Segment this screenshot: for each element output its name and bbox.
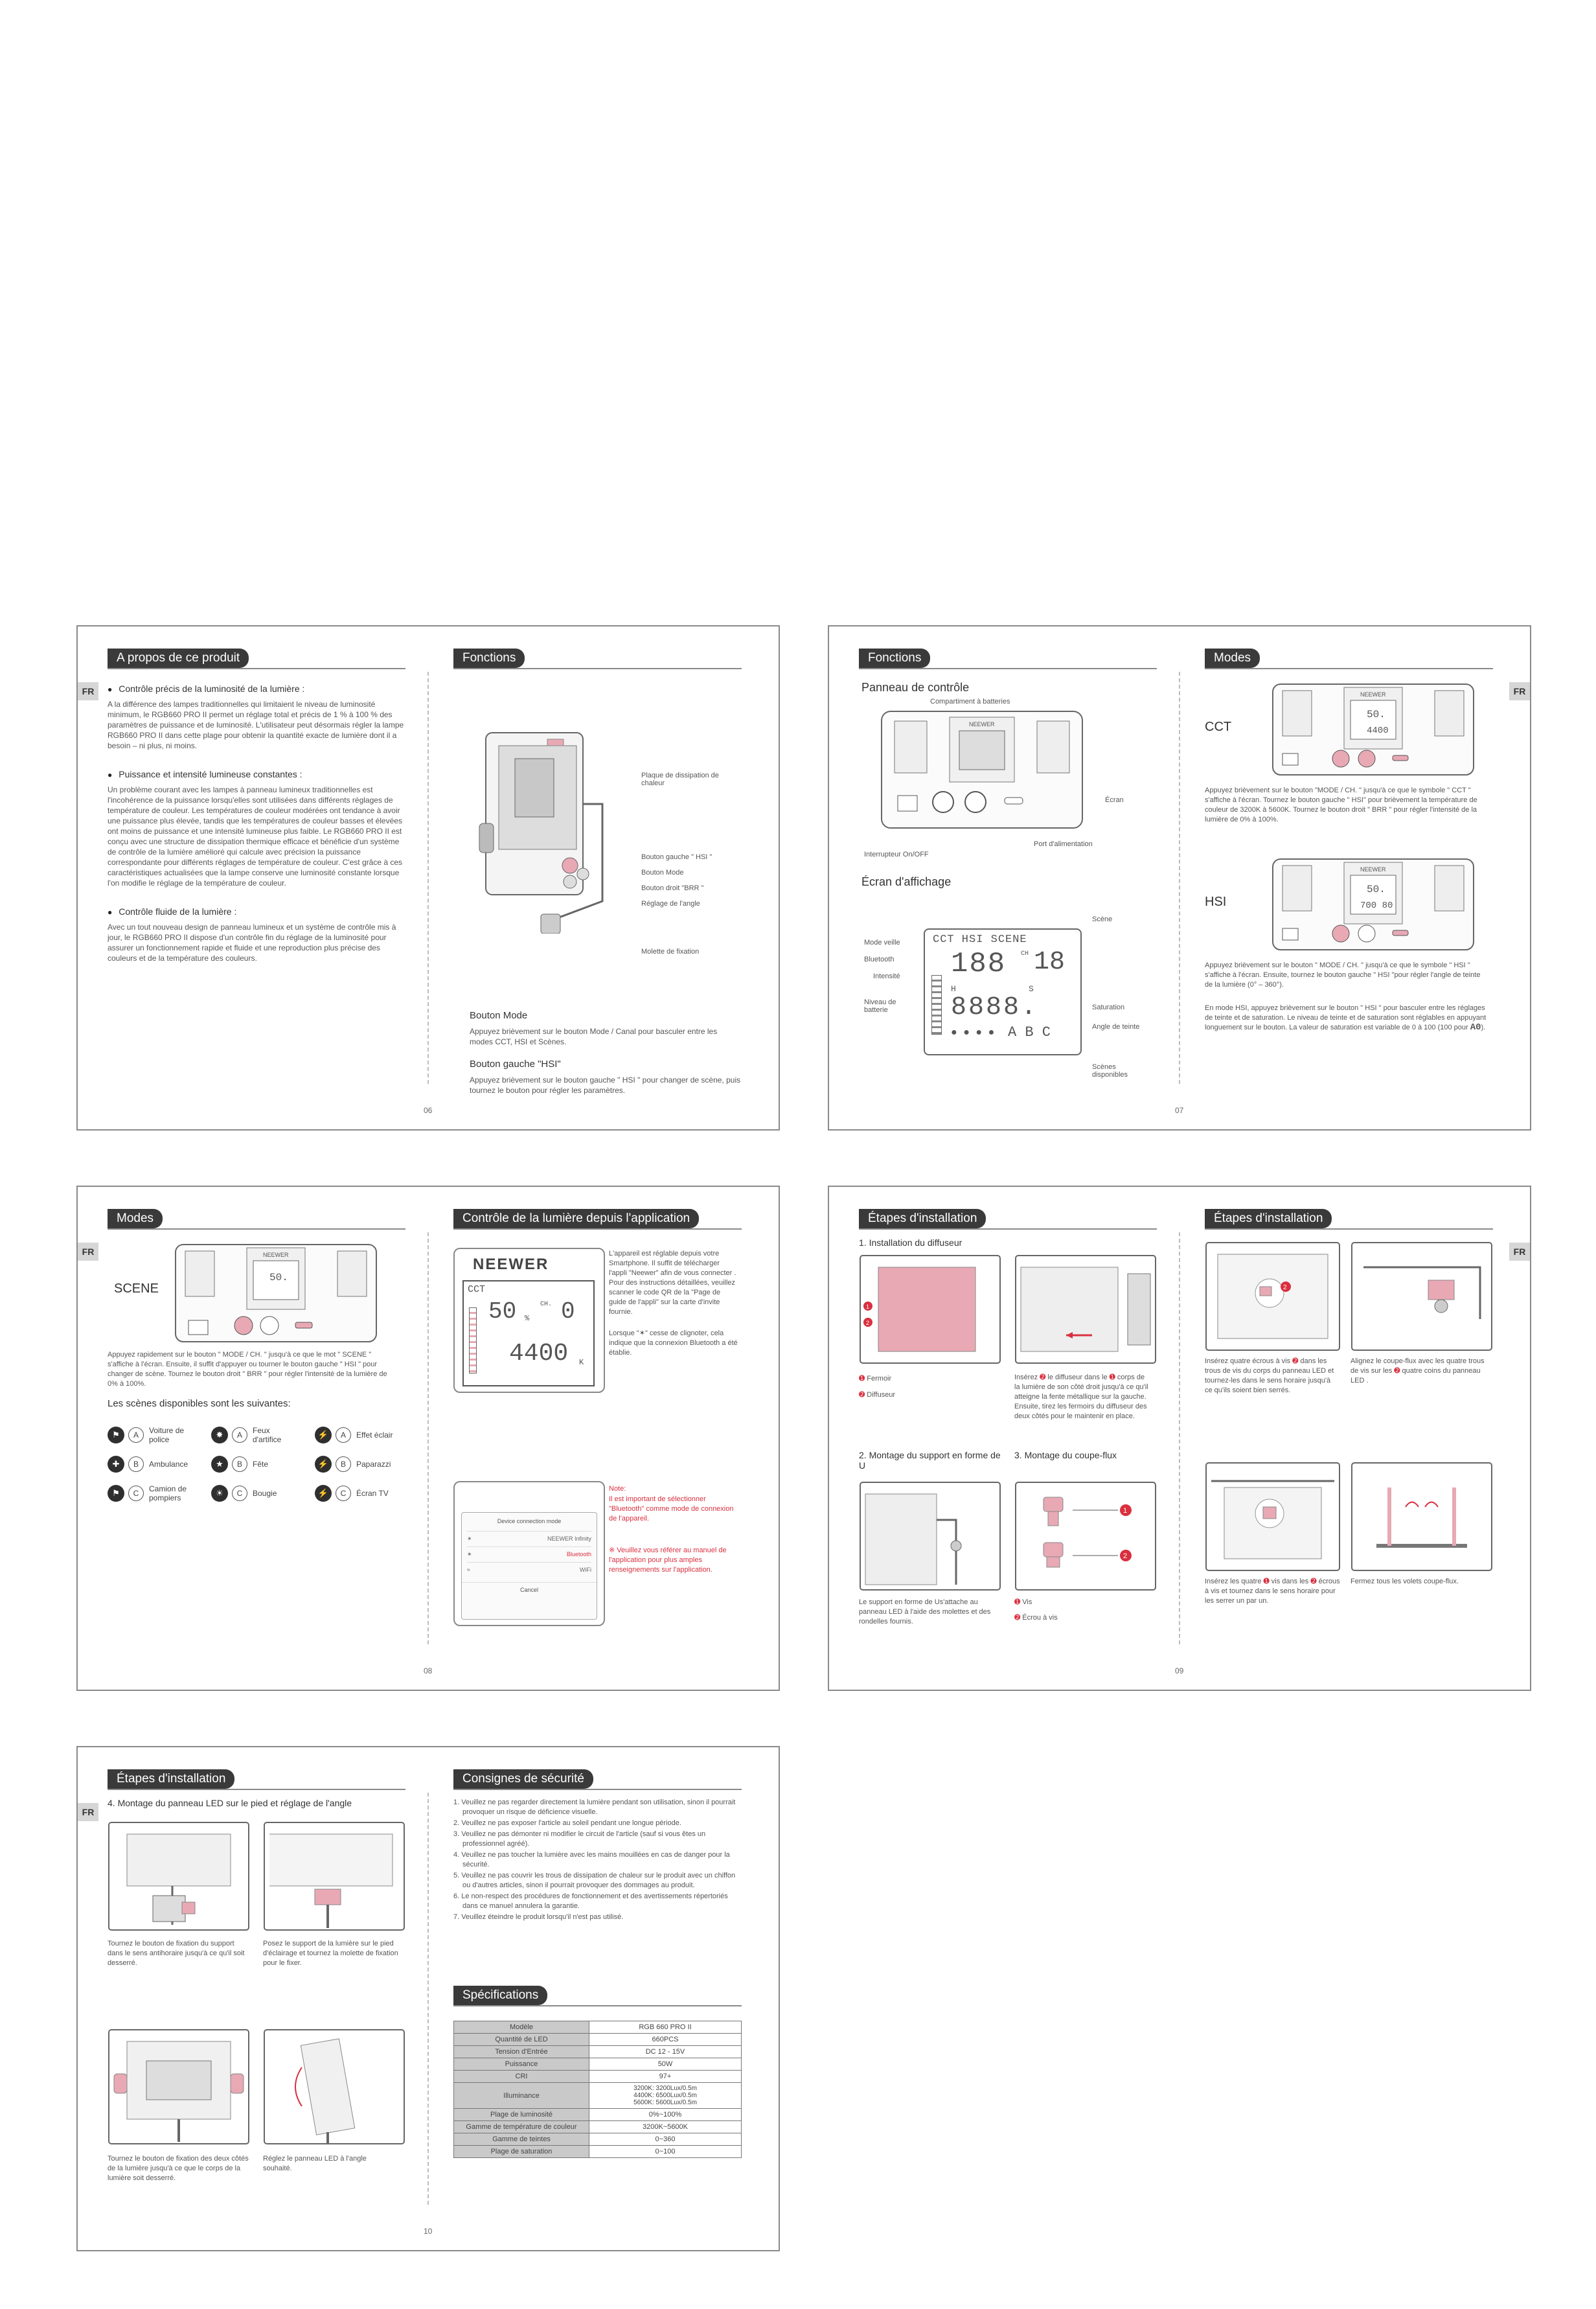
lcd-h-label: H <box>951 984 956 994</box>
callout-label: Interrupteur On/OFF <box>864 851 929 858</box>
callout-label: Intensité <box>873 972 900 980</box>
bluetooth-icon: ✶ <box>467 1551 472 1557</box>
callout-label: Bouton Mode <box>641 869 684 877</box>
app-cct-value: 4400 <box>509 1340 569 1368</box>
callout-label: Bouton droit "BRR " <box>641 884 704 892</box>
police-car-icon: ⚑ <box>108 1427 124 1443</box>
phone-dialog-illustration <box>453 1481 605 1626</box>
dialog-row <box>467 1546 591 1558</box>
scene-letter: C <box>336 1486 351 1501</box>
section-rule <box>1205 668 1493 669</box>
language-tab: FR <box>78 1243 98 1261</box>
scene-letter: C <box>128 1486 144 1501</box>
app-description: L'appareil est réglable depuis votre Smartphone. Il suffit de télécharger l'appli "Neewer" afin de vous connecter . Pour des instructions détaillées, veuillez scanner le code QR de la "Page de guide de l'appli" sur la carte d'invite fournie. <box>609 1250 736 1316</box>
step-text: Alignez le coupe-flux avec les quatre trous de vis sur les <box>1351 1357 1485 1375</box>
u-bracket-illustration <box>859 1481 1001 1591</box>
spec-value: 0~360 <box>589 2133 742 2146</box>
safety-item: 5. Veuillez ne pas couvrir les trous de dissipation de chaleur sur le produit avec un chiffon ou d'autres articles, sinon il pourrait provoquer des dommages au produit. <box>453 1872 736 1889</box>
section-title: ● Contrôle fluide de la lumière : <box>108 906 405 917</box>
screw-tighten-illustration <box>1205 1462 1341 1572</box>
lcd-abc-letters: A B C <box>1008 1024 1051 1040</box>
scene-letter: A <box>128 1427 144 1443</box>
mount-caption: Posez le support de la lumière sur le pied d'éclairage et tournez la molette de fixation pour le fixer. <box>263 1940 398 1967</box>
legend-item: ➊ Fermoir <box>859 1375 892 1383</box>
mount-caption: Réglez le panneau LED à l'angle souhaité. <box>263 2155 367 2172</box>
callout-label: Scène <box>1092 915 1113 923</box>
hsi-description-text: En mode HSI, appuyez brièvement sur le bouton " HSI " pour basculer entre les réglages de teinte et de saturation. Le niveau de teinte et de saturation sont réglables en appuyant longuement sur le bouton. La valeur de saturation est variable de 0 à 100 (100 pour <box>1205 1004 1487 1031</box>
mode-label-cct: CCT <box>1205 720 1232 734</box>
step-r4-body: Fermez tous les volets coupe-flux. <box>1351 1578 1459 1585</box>
section-rule <box>453 668 742 669</box>
step-text: quatre coins du panneau LED . <box>1351 1367 1481 1384</box>
section-pill-modes: Modes <box>1205 649 1260 668</box>
dialog-option[interactable]: NEEWER Infinity <box>547 1535 591 1542</box>
bluetooth-status-pre: Lorsque " <box>609 1329 639 1337</box>
modes-column <box>1205 649 1503 1102</box>
scene-letter: C <box>232 1486 247 1501</box>
table-row <box>454 2083 742 2109</box>
section-title: ● Contrôle précis de la luminosité de la lumière : <box>108 684 405 694</box>
app-screen-illustration <box>453 1248 605 1393</box>
scene-item <box>315 1456 405 1473</box>
section-pill-installation: Étapes d'installation <box>108 1769 234 1789</box>
bluetooth-status-post: " cesse de clignoter, cela indique que la connexion Bluetooth a été établie. <box>609 1329 738 1357</box>
section-rule <box>859 1228 1157 1230</box>
installation-column-2 <box>1205 1209 1503 1662</box>
diffuser-panel-illustration <box>859 1254 1001 1364</box>
brand-text: NEEWER <box>969 721 995 728</box>
table-row <box>454 2046 742 2058</box>
fire-truck-icon: ⚑ <box>108 1485 124 1502</box>
spec-key: Plage de luminosité <box>454 2109 589 2121</box>
app-control-column <box>453 1209 751 1662</box>
section-pill-app: Contrôle de la lumière depuis l'application <box>453 1209 699 1228</box>
section-pill-installation: Étapes d'installation <box>1205 1209 1332 1228</box>
app-intensity-unit: % <box>525 1314 530 1323</box>
step1-text: le diffuseur dans le <box>1047 1373 1108 1381</box>
brand-text: NEEWER <box>1360 691 1386 698</box>
safety-list <box>453 1798 742 1924</box>
section-rule <box>108 668 405 669</box>
spec-value: 97+ <box>589 2071 742 2083</box>
legend-label: Vis <box>1022 1598 1032 1606</box>
scene-name: Effet éclair <box>356 1430 393 1440</box>
step-text: écrous à vis et tournez dans le sens horaire pour les serrer un par un. <box>1205 1578 1340 1605</box>
callout-label: Réglage de l'angle <box>641 900 700 908</box>
scenes-grid <box>108 1426 405 1511</box>
legend-label: Écrou à vis <box>1022 1614 1058 1622</box>
legend-item: ➋ Diffuseur <box>859 1391 896 1399</box>
step1-title: 1. Installation du diffuseur <box>859 1237 963 1248</box>
wifi-icon: ≈ <box>467 1567 470 1573</box>
table-row <box>454 2058 742 2071</box>
callout-label: Port d'alimentation <box>1034 840 1093 848</box>
spec-value: 660PCS <box>589 2034 742 2046</box>
callout-label: Plaque de dissipation de chaleur <box>641 772 719 787</box>
dialog-row <box>467 1531 591 1543</box>
loosen-knob-illustration <box>108 1821 250 1931</box>
lcd-battery-bar <box>931 975 942 1035</box>
section-pill-functions: Fonctions <box>453 649 525 668</box>
scene-mode-column <box>108 1209 405 1662</box>
app-lcd <box>462 1280 595 1386</box>
section-rule <box>859 668 1157 669</box>
scene-item <box>315 1426 405 1444</box>
language-tab: FR <box>1509 682 1530 700</box>
mode-label-hsi: HSI <box>1205 895 1227 909</box>
mode-button-body: Appuyez brièvement sur le bouton Mode / Canal pour basculer entre les modes CCT, HSI et Scènes. <box>470 1027 718 1046</box>
spec-key: CRI <box>454 2071 589 2083</box>
step2-body: Le support en forme de Us'attache au panneau LED à l'aide des molettes et des rondelles fournis. <box>859 1598 991 1625</box>
step-text: Insérez les quatre <box>1205 1578 1262 1585</box>
table-row <box>454 2034 742 2046</box>
mount-caption: Tournez le bouton de fixation des deux côtés de la lumière jusqu'à ce que le corps de la lumière soit desserré. <box>108 2155 249 2182</box>
legend-label: Fermoir <box>867 1375 892 1383</box>
hsi-button-title: Bouton gauche "HSI" <box>470 1059 561 1070</box>
callout-label: Niveau de batterie <box>864 998 896 1014</box>
scene-letter: A <box>336 1427 351 1443</box>
scene-item <box>211 1456 315 1473</box>
svg-text:2: 2 <box>1283 1284 1287 1291</box>
page-08 <box>76 1186 780 1691</box>
scene-name: Paparazzi <box>356 1460 391 1469</box>
app-ch-label: CH. <box>540 1301 553 1308</box>
page-07 <box>828 625 1531 1131</box>
section-pill-specs: Spécifications <box>453 1986 547 2005</box>
section-pill-about: A propos de ce produit <box>108 649 249 668</box>
language-tab: FR <box>78 1803 98 1821</box>
hsi-panel-illustration <box>1270 856 1477 953</box>
section-pill-installation: Étapes d'installation <box>859 1209 986 1228</box>
callout-label: Mode veille <box>864 939 900 947</box>
step-text: dans les trous de vis du corps du panneau LED et tournez-les dans le sens horaire jusqu'à ce qu'ils soient bien serrés. <box>1205 1357 1334 1394</box>
table-row <box>454 2133 742 2146</box>
scene-name: Ambulance <box>149 1460 188 1469</box>
spec-key: Quantité de LED <box>454 2034 589 2046</box>
about-column <box>108 649 405 972</box>
hsi-button-body: Appuyez brièvement sur le bouton gauche " HSI " pour changer de scène, puis tournez le bouton pour régler les paramètres. <box>470 1075 741 1095</box>
section-title: ● Puissance et intensité lumineuse constantes : <box>108 769 405 779</box>
scene-letter: A <box>232 1427 247 1443</box>
table-row <box>454 2109 742 2121</box>
scene-item <box>108 1484 211 1502</box>
lcd-scene-icons: ● ● ● ● <box>951 1027 995 1039</box>
lcd-ch-digits: 18 <box>1034 948 1066 977</box>
mount-stand-illustration <box>263 1821 405 1931</box>
spec-value: 0~100 <box>589 2146 742 2158</box>
section-body: Un problème courant avec les lampes à panneau lumineux traditionnelles est l'incohérence de la puissance lorsqu'elles sont utilisées dans différents réglages de température de couleur. Les températures de couleur modérées ont tendance à avoir une puissance plus élevée, tandis que les températures de couleur basses et élevées ont moins de puissance et une intensité lumineuse plus faible. Le RGB660 PRO II est conçu avec une structure de dissipation thermique efficace et bénéficie d'un système de contrôle de la lumière amélioré qui calcule avec précision la puissance correspondante pour différents réglages de température de couleur. C'est grâce à ces caractéristiques actualisées que la lampe conserve une luminosité constante lorsque l'on modifie le réglage de la température de couleur. <box>108 785 403 888</box>
screw-nut-illustration <box>1014 1481 1157 1591</box>
adjust-angle-illustration <box>263 2028 405 2145</box>
scene-letter: B <box>232 1456 247 1472</box>
light-panel-side-illustration <box>473 726 628 934</box>
spec-key: Plage de saturation <box>454 2146 589 2158</box>
callout-label: Saturation <box>1092 1004 1125 1011</box>
language-tab: FR <box>78 682 98 700</box>
lcd-screen <box>924 928 1082 1055</box>
page-09 <box>828 1186 1531 1691</box>
scene-panel-illustration <box>172 1241 380 1345</box>
bluetooth-icon: ✶ <box>639 1329 645 1337</box>
party-icon: ★ <box>211 1456 228 1473</box>
page-number: 07 <box>1175 1106 1184 1115</box>
hsi-description: Appuyez brièvement sur le bouton " MODE / CH. " jusqu'à ce que le symbole " HSI " s'affiche à l'écran. Ensuite, tournez le bouton gauche " HSI "pour régler l'angle de teinte de la lumière (0° – 360°). <box>1205 961 1481 989</box>
app-ch-value: 0 <box>561 1298 575 1325</box>
callout-label: Molette de fixation <box>641 948 700 956</box>
section-pill-safety: Consignes de sécurité <box>453 1769 593 1789</box>
spec-key: Puissance <box>454 2058 589 2071</box>
section-rule <box>453 2005 742 2006</box>
mode-button-title: Bouton Mode <box>470 1010 528 1021</box>
mode-label-scene: SCENE <box>114 1281 159 1296</box>
step-r2-body: Alignez le coupe-flux avec les quatre trous de vis sur les ➋ quatre coins du panneau LED . <box>1351 1357 1485 1384</box>
control-panel-title: Panneau de contrôle <box>861 681 970 694</box>
dialog-option[interactable]: Bluetooth <box>566 1551 591 1557</box>
table-row <box>454 2071 742 2083</box>
step3-title: 3. Montage du coupe-flux <box>1014 1450 1117 1460</box>
page-number: 06 <box>424 1106 433 1115</box>
paparazzi-icon: ⚡ <box>315 1456 332 1473</box>
lcd-mode-labels: CCT HSI SCENE <box>933 934 1027 946</box>
cct-description: Appuyez brièvement sur le bouton "MODE / CH. " jusqu'à ce que le symbole " CCT " s'affiche à l'écran. Tournez le bouton gauche " HSI" pour brièvement la température de couleur de 3200K à 5600K. Tournez le bouton droit " BRR " pour régler l'intensité de la lumière de 0% à 100%. <box>1205 787 1477 823</box>
installation-column <box>859 1209 1157 1662</box>
candle-icon: ☀ <box>211 1485 228 1502</box>
step-r3-body: Insérez les quatre ➊ vis dans les ➋ écrous à vis et tournez dans le sens horaire pour les serrer un par un. <box>1205 1578 1340 1605</box>
barndoor-close-illustration <box>1351 1462 1493 1572</box>
lcd-ch-label: CH <box>1021 950 1029 958</box>
note-title: Note: <box>609 1485 626 1493</box>
safety-item: 3. Veuillez ne pas démonter ni modifier le circuit de l'article (sauf si vous êtes un professionnel agréé). <box>453 1830 706 1848</box>
language-tab: FR <box>1509 1243 1530 1261</box>
callout-label: Bluetooth <box>864 956 895 963</box>
svg-text:2: 2 <box>1123 1552 1128 1560</box>
fireworks-icon: ✸ <box>211 1427 228 1443</box>
scene-item <box>315 1484 405 1502</box>
section-pill-functions: Fonctions <box>859 649 930 668</box>
spec-value: RGB 660 PRO II <box>589 2021 742 2034</box>
callout-label: Bouton gauche " HSI " <box>641 853 712 861</box>
section-rule <box>453 1228 742 1230</box>
callout-label: Compartiment à batteries <box>930 698 1010 706</box>
scene-name: Fête <box>253 1460 269 1469</box>
table-row <box>454 2021 742 2034</box>
section-rule <box>108 1228 405 1230</box>
safety-item: 2. Veuillez ne pas exposer l'article au soleil pendant une longue période. <box>453 1819 681 1827</box>
mini-lcd-value: 50. <box>269 1272 288 1283</box>
spec-key: Illuminance <box>454 2083 589 2109</box>
spec-value: DC 12 - 15V <box>589 2046 742 2058</box>
step1-text: Insérez <box>1014 1373 1038 1381</box>
step1-text: corps de la lumière de son côté droit jusqu'à ce qu'il atteigne la fente métallique sur la gauche. Ensuite, tirez les fermoirs du diffuseur des deux côtés pour le maintenir en place. <box>1014 1373 1148 1420</box>
note-body: Il est important de sélectionner "Bluetooth" comme mode de connexion de l'appareil. <box>609 1495 734 1522</box>
scene-item <box>108 1426 211 1444</box>
section-rule <box>1205 1228 1493 1230</box>
mini-lcd-value: 50. <box>1367 709 1385 720</box>
brand-text: NEEWER <box>263 1252 289 1258</box>
bluetooth-icon: ✶ <box>467 1535 472 1542</box>
spec-value: 3200K~5600K <box>589 2121 742 2133</box>
section-rule <box>453 1789 742 1790</box>
control-panel-illustration <box>878 708 1086 831</box>
barndoor-align-illustration <box>1351 1241 1493 1351</box>
svg-text:1: 1 <box>1123 1507 1128 1515</box>
svg-text:2: 2 <box>866 1320 870 1326</box>
spec-key: Gamme de température de couleur <box>454 2121 589 2133</box>
scenes-title: Les scènes disponibles sont les suivantes: <box>108 1398 291 1409</box>
nut-insert-illustration <box>1205 1241 1341 1351</box>
app-mode-label: CCT <box>468 1284 486 1295</box>
section-rule <box>108 1789 405 1790</box>
spec-key: Tension d'Entrée <box>454 2046 589 2058</box>
step4-title: 4. Montage du panneau LED sur le pied et réglage de l'angle <box>108 1798 352 1808</box>
dialog-cancel[interactable]: Cancel <box>462 1582 597 1593</box>
brand-text: NEEWER <box>1360 866 1386 873</box>
mini-lcd-value: 4400 <box>1367 726 1389 736</box>
tv-icon: ⚡ <box>315 1485 332 1502</box>
spec-value: 3200K: 3200Lux/0.5m 4400K: 6500Lux/0.5m 5600K: 5600Lux/0.5m <box>589 2083 742 2109</box>
mount-column <box>108 1769 405 2223</box>
scene-letter: B <box>336 1456 351 1472</box>
app-cct-unit: K <box>579 1358 584 1367</box>
display-screen-title: Écran d'affichage <box>861 875 952 888</box>
scene-item <box>211 1426 315 1444</box>
step-text: Insérez quatre écrous à vis <box>1205 1357 1291 1365</box>
legend-label: Diffuseur <box>867 1391 896 1399</box>
column-divider <box>1179 1232 1180 1644</box>
scene-name: Écran TV <box>356 1489 389 1498</box>
scene-name: Bougie <box>253 1489 277 1498</box>
spec-value: 50W <box>589 2058 742 2071</box>
note-app-manual: ※ Veuillez vous référer au manuel de l'application pour plus amples renseignements sur l'application. <box>609 1546 727 1574</box>
section-pill-modes: Modes <box>108 1209 163 1228</box>
lcd-s-label: S <box>1029 984 1034 994</box>
page-number: 09 <box>1175 1666 1184 1675</box>
safety-item: 4. Veuillez ne pas toucher la lumière avec les mains mouillées en cas de danger pour la sécurité. <box>453 1851 730 1868</box>
dialog-row <box>467 1562 591 1573</box>
scene-item <box>108 1456 211 1473</box>
page-10 <box>76 1746 780 2251</box>
table-row <box>454 2146 742 2158</box>
cct-panel-illustration <box>1270 681 1477 778</box>
scene-item <box>211 1484 315 1502</box>
column-divider <box>428 1793 429 2205</box>
mount-caption: Tournez le bouton de fixation du support dans le sens antihoraire jusqu'à ce qu'il soit desserré. <box>108 1940 245 1967</box>
scene-name: Feux d'artifice <box>253 1426 282 1444</box>
spec-value: 0%~100% <box>589 2109 742 2121</box>
step-text: vis dans les <box>1271 1578 1309 1585</box>
spec-key: Gamme de teintes <box>454 2133 589 2146</box>
dialog-option[interactable]: WiFi <box>580 1567 591 1573</box>
app-intensity-value: 50 <box>488 1298 517 1325</box>
scene-description: Appuyez rapidement sur le bouton " MODE / CH. " jusqu'à ce que le mot " SCENE " s'affiche à l'écran. Ensuite, il suffit d'appuyer ou tourner le bouton gauche " HSI " pour changer de scène. Tournez le bouton droit " BRR " pour régler l'intensité de la lumière de 0% à 100%. <box>108 1351 387 1388</box>
column-divider <box>428 1232 429 1644</box>
safety-item: 7. Veuillez éteindre le produit lorsqu'il n'est pas utilisé. <box>453 1913 624 1921</box>
svg-text:1: 1 <box>866 1304 870 1310</box>
diffuser-insert-illustration <box>1014 1254 1157 1364</box>
spec-table <box>453 2021 742 2158</box>
page-number: 10 <box>424 2227 433 2236</box>
safety-spec-column <box>453 1769 751 2223</box>
step1-body: Insérez ➋ le diffuseur dans le ➊ corps de la lumière de son côté droit jusqu'à ce qu'il atteigne la fente métallique sur la gauche. Ensuite, tirez les fermoirs du diffuseur des deux côtés pour le maintenir en place. <box>1014 1373 1148 1420</box>
hsi-description-2 <box>1205 1004 1490 1033</box>
side-knob-illustration <box>108 2028 250 2145</box>
legend-item: ➋ Écrou à vis <box>1014 1614 1058 1622</box>
page-06 <box>76 625 780 1131</box>
legend-item: ➊ Vis <box>1014 1598 1032 1606</box>
callout-label: Écran <box>1105 796 1124 804</box>
mini-lcd-value: 700 80 <box>1360 901 1393 911</box>
ambulance-icon: ✚ <box>108 1456 124 1473</box>
scene-name: Voiture de police <box>149 1426 185 1444</box>
column-divider <box>1179 672 1180 1084</box>
bluetooth-status-text <box>609 1329 738 1358</box>
mini-lcd-value: 50. <box>1367 884 1385 895</box>
step-r1-body: Insérez quatre écrous à vis ➋ dans les trous de vis du corps du panneau LED et tournez-les dans le sens horaire jusqu'à ce qu'ils soient bien serrés. <box>1205 1357 1334 1394</box>
safety-item: 1. Veuillez ne pas regarder directement la lumière pendant son utilisation, sinon il pourrait provoquer un risque de déficience visuelle. <box>453 1798 736 1816</box>
spec-key: Modèle <box>454 2021 589 2034</box>
scene-letter: B <box>128 1456 144 1472</box>
lcd-value-digits: 8888. <box>951 993 1039 1022</box>
functions-column <box>453 649 751 1102</box>
callout-label: Scènes disponibles <box>1092 1063 1128 1079</box>
dialog-title: Device connection mode <box>497 1518 562 1524</box>
app-brand: NEEWER <box>473 1256 549 1273</box>
table-row <box>454 2121 742 2133</box>
saturation-glyph: A0 <box>1470 1022 1481 1033</box>
app-battery-bar <box>469 1307 477 1373</box>
callout-label: Angle de teinte <box>1092 1023 1140 1031</box>
hsi-description-end: ). <box>1481 1024 1486 1031</box>
column-divider <box>428 672 429 1084</box>
functions-column <box>859 649 1157 1102</box>
lcd-intensity-digits: 188 <box>951 948 1007 980</box>
section-body: A la différence des lampes traditionnelles qui limitaient le niveau de luminosité minimum, le RGB660 PRO II permet un réglage total et précis de 1 % à 100 % des paramètres de puissance et de luminosité. L'utilisateur peut désormais régler la lampe RGB660 PRO II dans cette plage pour obtenir la quantité exacte de lumière dont il a besoin – ni plus, ni moins. <box>108 700 404 750</box>
safety-item: 6. Le non-respect des procédures de fonctionnement et des avertissements répertoriés dans ce manuel annulera la garantie. <box>453 1892 728 1910</box>
scene-name: Camion de pompiers <box>149 1484 187 1502</box>
section-body: Avec un tout nouveau design de panneau lumineux et un système de contrôle mis à jour, le RGB660 PRO II dispose d'un contrôle fin du réglage de la luminosité pour assurer un fonctionnement rapide et fluide et une reproduction plus précise des couleurs et de la température des couleurs. <box>108 923 396 963</box>
dialog-inner <box>461 1512 597 1620</box>
lightning-icon: ⚡ <box>315 1427 332 1443</box>
step2-title: 2. Montage du support en forme de U <box>859 1450 1001 1471</box>
page-number: 08 <box>424 1666 433 1675</box>
